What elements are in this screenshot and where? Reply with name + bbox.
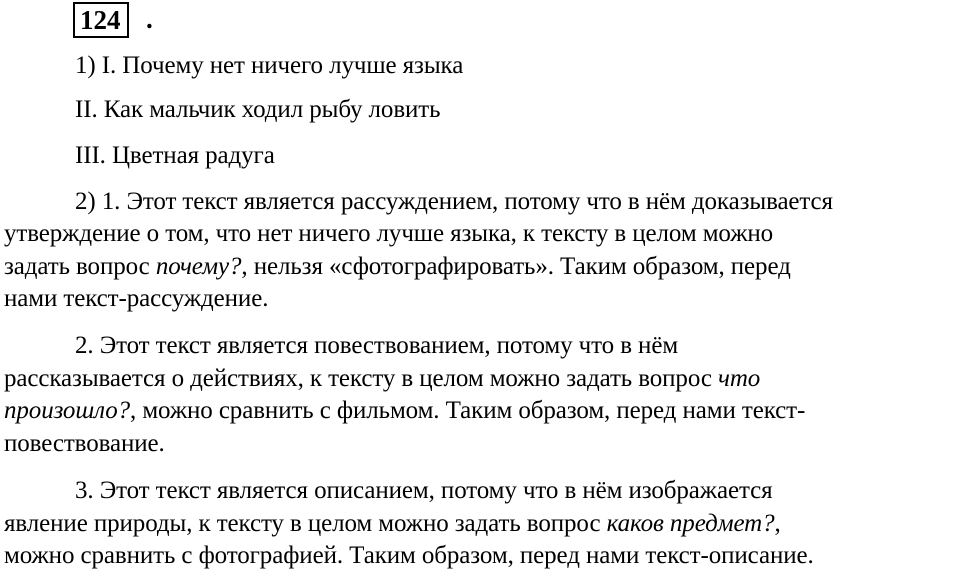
p3-line-2: [4, 508, 781, 540]
p2-line-4: повествование.: [4, 430, 165, 457]
p2-line-3-end: , можно сравнить с фильмом. Таким образом, перед нами текст-: [130, 397, 806, 424]
exercise-number-dot: .: [146, 4, 153, 34]
p1-line-2: утверждение о том, что нет ничего лучше языка, к тексту в целом можно: [4, 220, 774, 247]
p2-line-1: 2. Этот текст является повествованием, потому что в нём: [75, 332, 679, 359]
question-what: что: [718, 365, 761, 392]
title-3: III. Цветная радуга: [75, 142, 275, 169]
p1-line-4: нами текст-рассуждение.: [4, 285, 269, 312]
p1-line-1: 2) 1. Этот текст является рассуждением, потому что в нём доказывается: [75, 188, 833, 215]
question-which: каков предмет?: [606, 510, 775, 537]
p1-line-3-start: задать вопрос: [4, 253, 156, 280]
title-2: II. Как мальчик ходил рыбу ловить: [75, 96, 441, 123]
p2-line-3: [4, 395, 805, 427]
title-1: 1) I. Почему нет ничего лучше языка: [75, 52, 464, 79]
p3-line-1: 3. Этот текст является описанием, потому что в нём изображается: [75, 477, 773, 504]
p1-line-3-end: , нельзя «сфотографировать». Таким образом, перед: [241, 253, 791, 280]
p3-line-2-end: ,: [774, 510, 781, 537]
p1-line-3: [4, 251, 791, 283]
p3-line-3: можно сравнить с фотографией. Таким образом, перед нами текст-описание.: [4, 542, 814, 569]
exercise-number: 124: [73, 2, 129, 38]
question-why: почему?: [155, 253, 242, 280]
p2-line-2-start: рассказывается о действиях, к тексту в целом можно задать вопрос: [4, 365, 718, 392]
question-happened: произошло?: [4, 397, 131, 424]
p2-line-2: [4, 363, 760, 395]
p3-line-2-start: явление природы, к тексту в целом можно задать вопрос: [4, 510, 607, 537]
